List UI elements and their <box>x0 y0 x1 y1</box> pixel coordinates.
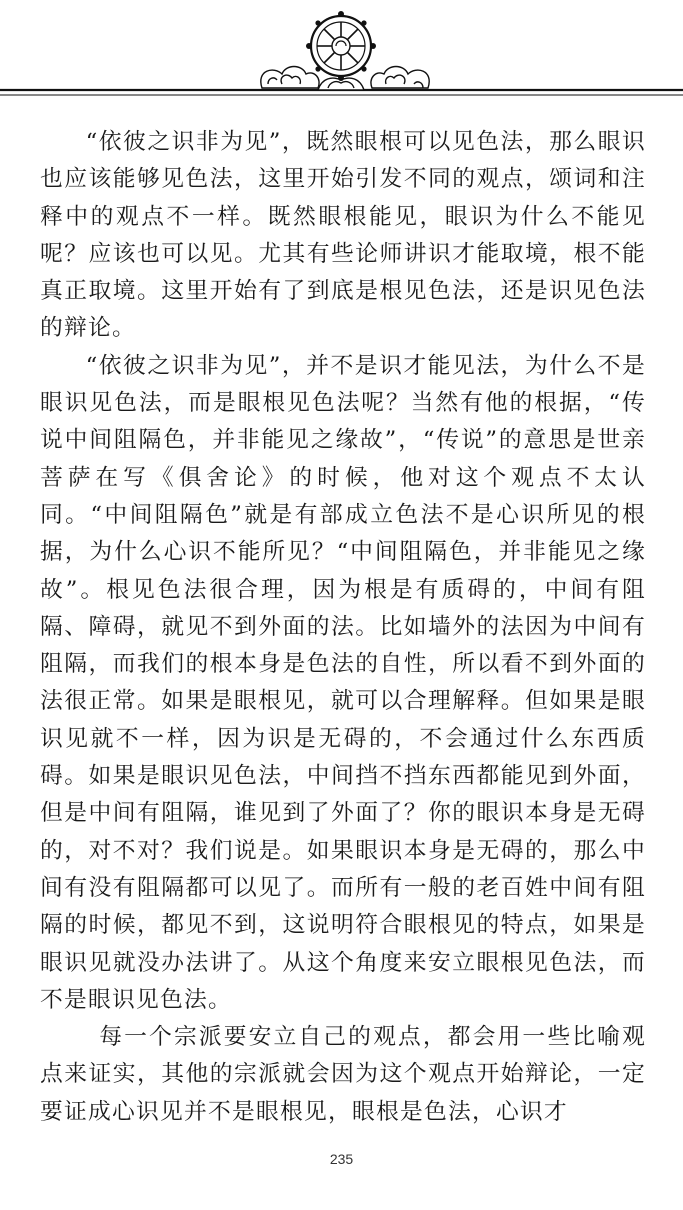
left-cloud-icon <box>261 67 319 89</box>
dharma-wheel-icon <box>306 11 376 81</box>
body-paragraph-1: “依彼之识非为见”，既然眼根可以见色法，那么眼识也应该能够见色法，这里开始引发不同的观点，颂词和注释中的观点不一样。既然眼根能见，眼识为什么不能见呢？应该也可以见。尤其有些论师讲识才能取境，根不能真正取境。这里开始有了到底是根见色法，还是识见色法的辩论。 <box>40 129 646 342</box>
page-body <box>40 124 646 1131</box>
page-number: 235 <box>329 1151 354 1167</box>
header-ornament <box>0 0 683 110</box>
right-cloud-icon <box>371 67 429 89</box>
body-paragraph-3: 每一个宗派要安立自己的观点，都会用一些比喻观点来证实，其他的宗派就会因为这个观点开始辩论，一定要证成心识见并不是眼根见，眼根是色法，心识才 <box>40 1024 646 1125</box>
body-paragraph-2: “依彼之识非为见”，并不是识才能见法，为什么不是眼识见色法，而是眼根见色法呢？当然有他的根据，“传说中间阻隔色，并非能见之缘故”，“传说”的意思是世亲菩萨在写《俱舍论》的时候，他对这个观点不太认同。“中间阻隔色”就是有部成立色法不是心识所见的根据，为什么心识不能所见？“中间阻隔色，并非能见之缘故”。根见色法很合理，因为根是有质碍的，中间有阻隔、障碍，就见不到外面的法。比如墙外的法因为中间有阻隔，而我们的根本身是色法的自性，所以看不到外面的法很正常。如果是眼根见，就可以合理解释。但如果是眼识见就不一样，因为识是无碍的，不会通过什么东西质碍。如果是眼识见色法，中间挡不挡东西都能见到外面，但是中间有阻隔，谁见到了外面了？你的眼识本身是无碍的，对不对？我们说是。如果眼识本身是无碍的，那么中间有没有阻隔都可以见了。而所有一般的老百姓中间有阻隔的时候，都见不到，这说明符合眼根见的特点，如果是眼识见就没办法讲了。从这个角度来安立眼根见色法，而不是眼识见色法。 <box>40 352 646 1013</box>
header-rule <box>0 90 683 95</box>
